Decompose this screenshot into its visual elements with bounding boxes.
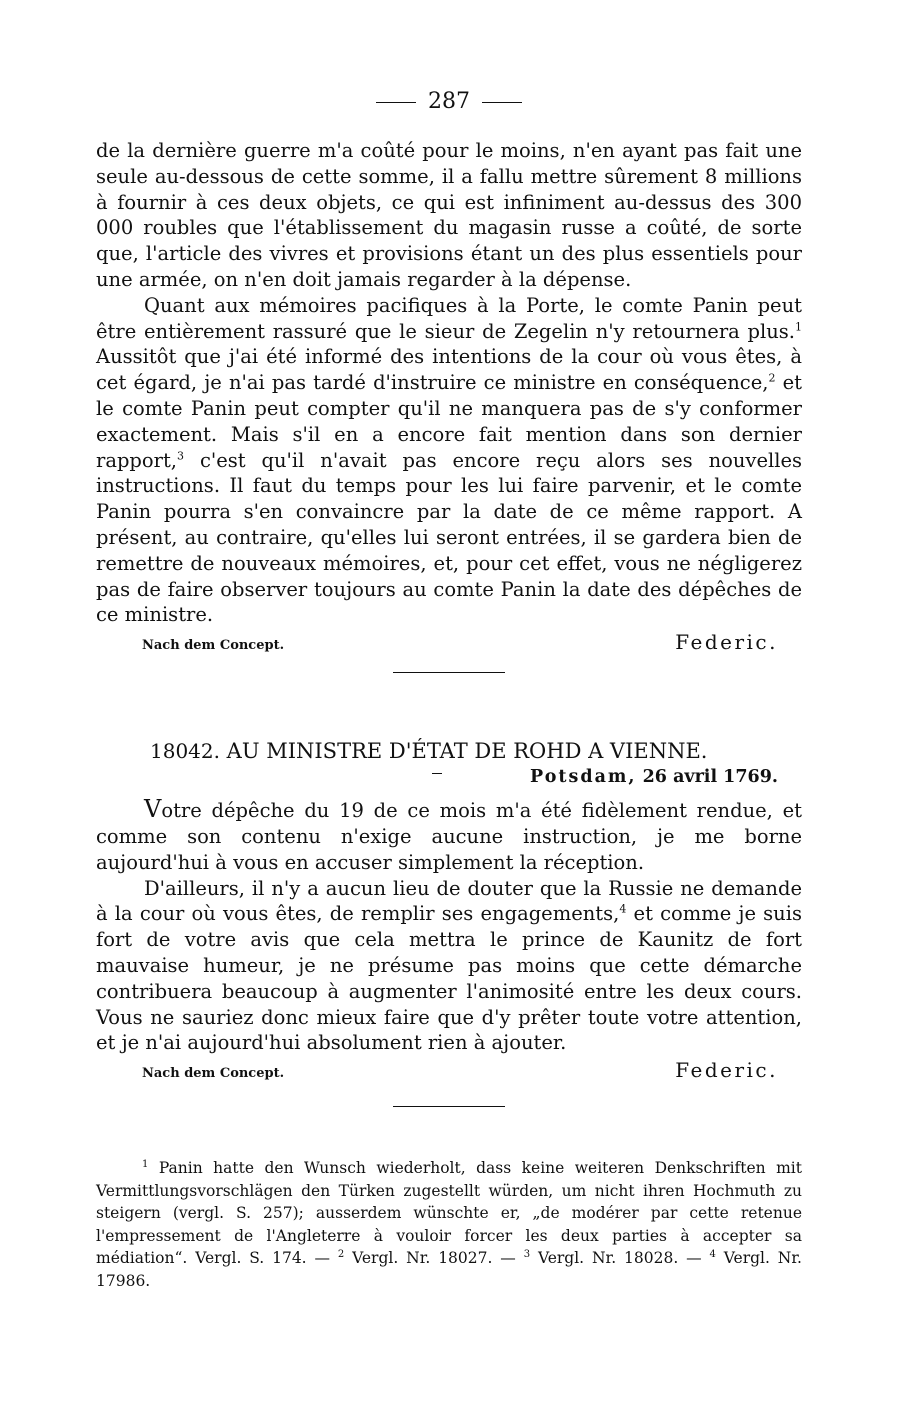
footnotes <box>96 1157 802 1293</box>
header-rule-left <box>376 102 416 103</box>
footnote-block <box>96 1157 802 1293</box>
footnote-divider <box>393 1106 505 1107</box>
footnote-mark-2: 2 <box>337 1249 345 1261</box>
footnote-ref-2[interactable]: 2 <box>768 371 776 385</box>
footnote-4: Vergl. Nr. 17986. <box>96 1249 802 1291</box>
source-note: Nach dem Concept. <box>142 1066 285 1082</box>
footnote-mark-1: 1 <box>142 1158 149 1170</box>
letter-number: 18042. <box>150 739 220 764</box>
letter-title: AU MINISTRE D'ÉTAT DE ROHD A VIENNE. <box>226 739 708 764</box>
footnote-2: Vergl. Nr. 18027. — <box>352 1249 516 1268</box>
letter-paragraph-1: Votre dépêche du 19 de ce mois m'a été fidèlement rendue, et comme son contenu n'exige aucune instruction, je me borne aujourd'hui à vous en accuser simplement la réception. <box>96 795 802 874</box>
section-divider <box>393 672 505 673</box>
footnote-ref-3[interactable]: 3 <box>177 449 185 463</box>
footnote-ref-4[interactable]: 4 <box>619 902 627 916</box>
book-page <box>96 88 802 1293</box>
signature: Federic. <box>675 1058 778 1083</box>
source-note: Nach dem Concept. <box>142 638 285 654</box>
footnote-mark-4: 4 <box>709 1249 716 1261</box>
letter-date: Potsdam, 26 avril 1769. <box>530 767 778 788</box>
footnote-mark-3: 3 <box>523 1249 531 1261</box>
closing-row-2 <box>96 1058 802 1090</box>
page-number: 287 <box>428 89 470 114</box>
footnote-1: Panin hatte den Wunsch wiederholt, dass keine weiteren Denkschriften mit Vermittlungsvorschlägen den Türken zugestellt würden, um nicht ihren Hochmuth zu steigern (vergl. S. 257); ausserdem wünschte er, „de modérer par cette retenue l'empressement de l'Angleterre à vouloir forcer les deux parties à accepter sa médiation“. Vergl. S. 174. — <box>96 1159 802 1268</box>
initial-letter: V <box>144 795 162 824</box>
footnote-ref-1[interactable]: 1 <box>795 320 802 334</box>
header-rule-right <box>482 102 522 103</box>
letter-heading <box>96 737 802 765</box>
closing-row-1 <box>96 630 802 662</box>
continuation-paragraph-2: Quant aux mémoires pacifiques à la Porte, le comte Panin peut être entièrement rassuré que le sieur de Zegelin n'y retournera plus.$^1$ Aussitôt que j'ai été informé des intentions de la cour où vous êtes, à cet égard, je n'ai pas tardé d'instruire ce ministre en conséquence,$^2$ et le comte Panin peut compter qu'il ne manquera pas de s'y conformer exactement. Mais s'il en a encore fait mention dans son dernier rapport,$^3$ c'est qu'il n'avait pas encore reçu alors ses nouvelles instructions. Il faut du temps pour les lui faire parvenir, et le comte Panin pourra s'en convaincre par la date de ce même rapport. A présent, au contraire, qu'elles lui seront entrées, il se gardera bien de remettre de nouveaux mémoires, et, pour cet effet, vous ne négligerez pas de faire observer toujours au comte Panin la date des dépêches de ce ministre. <box>96 293 803 627</box>
letter-dateline <box>96 765 802 795</box>
signature: Federic. <box>675 630 778 655</box>
running-header <box>96 88 802 118</box>
dateline-dash <box>432 773 442 774</box>
footnote-3: Vergl. Nr. 18028. — <box>537 1249 702 1268</box>
letter-paragraph-2: D'ailleurs, il n'y a aucun lieu de douter que la Russie ne demande à la cour où vous êtes, de remplir ses engagements,$^4$ et comme je suis fort de votre avis que cela mettra le prince de Kaunitz de fort mauvaise humeur, je ne présume pas moins que cette démarche contribuera beaucoup à augmenter l'animosité entre les deux cours. Vous ne sauriez donc mieux faire que d'y prêter toute votre attention, et je n'ai aujourd'hui absolument rien à ajouter. <box>96 876 802 1055</box>
continuation-paragraph-1: de la dernière guerre m'a coûté pour le moins, n'en ayant pas fait une seule au-dessous de cette somme, il a fallu mettre sûrement 8 millions à fournir à ces deux objets, ce qui est infiniment au-dessus des 300 000 roubles que l'établissement du magasin russe a coûté, de sorte que, l'article des vivres et provisions étant un des plus essentiels pour une armée, on n'en doit jamais regarder à la dépense. <box>96 139 802 291</box>
